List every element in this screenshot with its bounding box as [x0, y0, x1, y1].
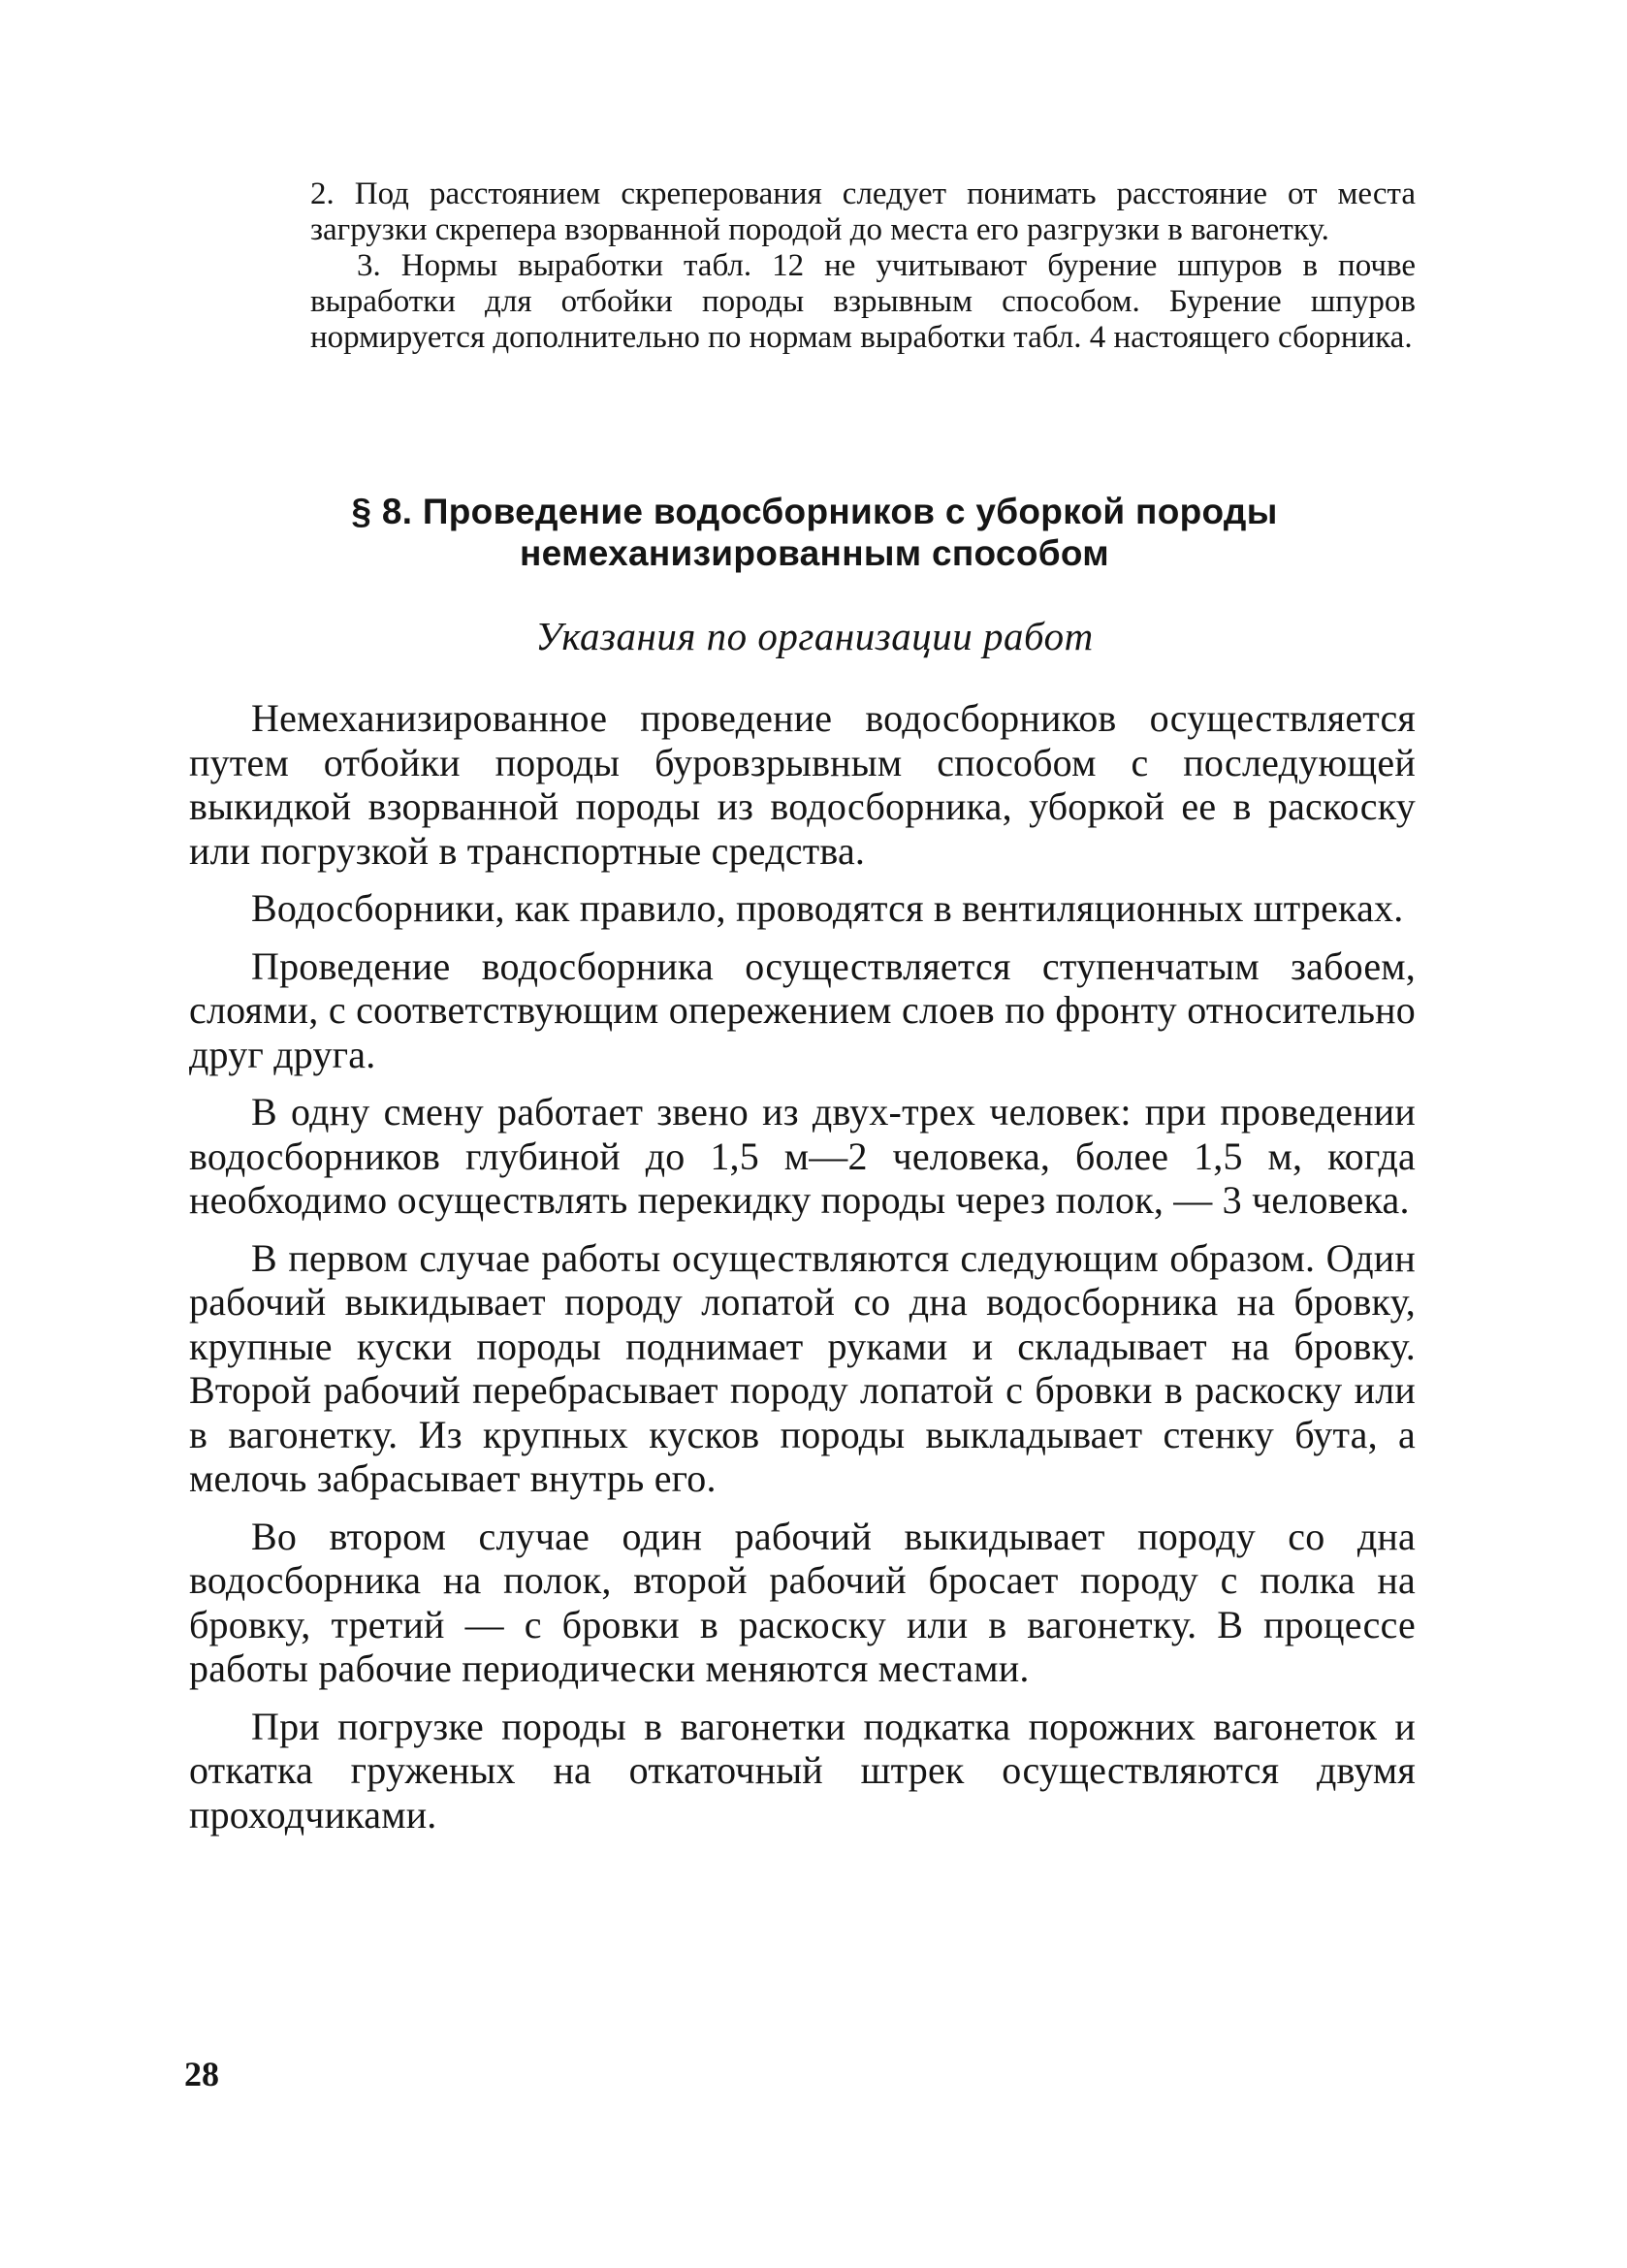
page-number: 28	[184, 2055, 219, 2093]
paragraph: Проведение водосборника осуществляется ступенчатым забоем, слоями, с соответствующим опережением слоев по фронту относительно друг друга.	[189, 943, 1416, 1076]
note-2: 2. Под расстоянием скреперования следует понимать расстояние от места загрузки скрепера взорванной породой до места его разгрузки в вагонетку.	[310, 176, 1416, 247]
paragraph: Водосборники, как правило, проводятся в вентиляционных штреках.	[251, 886, 1404, 930]
paragraph: Во втором случае один рабочий выкидывает породу со дна водосборника на полок, второй рабочий бросает породу с полка на бровку, третий — с бровки в раскоску или в вагонетку. В процессе работы рабочие периодически меняются местами.	[189, 1514, 1416, 1690]
section-subtitle: Указания по организации работ	[535, 614, 1094, 658]
paragraph: В одну смену работает звено из двух-трех человек: при проведении водосборников глубиной до 1,5 м—2 человека, более 1,5 м, когда необходимо осуществлять перекидку породы через полок, — 3 человека.	[189, 1090, 1416, 1222]
body-text	[189, 696, 1416, 1850]
paragraph: В первом случае работы осуществляются следующим образом. Один рабочий выкидывает породу лопатой со дна водосборника на бровку, крупные куски породы поднимает руками и складывает на бровку. Второй рабочий перебрасывает породу лопатой с бровки в раскоску или в вагонетку. Из крупных кусков породы выкладывает стенку бута, а мелочь забрасывает внутрь его.	[189, 1235, 1416, 1500]
note-3: 3. Нормы выработки табл. 12 не учитывают бурение шпуров в почве выработки для отбойки породы взрывным способом. Бурение шпуров нормируется дополнительно по нормам выработки табл. 4 настоящего сборника.	[310, 248, 1416, 355]
table-notes	[310, 176, 1416, 356]
paragraph: При погрузке породы в вагонетки подкатка порожних вагонеток и откатка груженых на откаточный штрек осуществляются двумя проходчиками.	[189, 1704, 1416, 1837]
section-title-line-2: немеханизированным способом	[520, 533, 1109, 573]
section-title-line-1: § 8. Проведение водосборников с уборкой породы	[351, 492, 1278, 531]
paragraph: Немеханизированное проведение водосборников осуществляется путем отбойки породы буровзрывным способом с последующей выкидкой взорванной породы из водосборника, уборкой ее в раскоску или погрузкой в транспортные средства.	[189, 696, 1416, 873]
section-heading	[223, 491, 1406, 574]
